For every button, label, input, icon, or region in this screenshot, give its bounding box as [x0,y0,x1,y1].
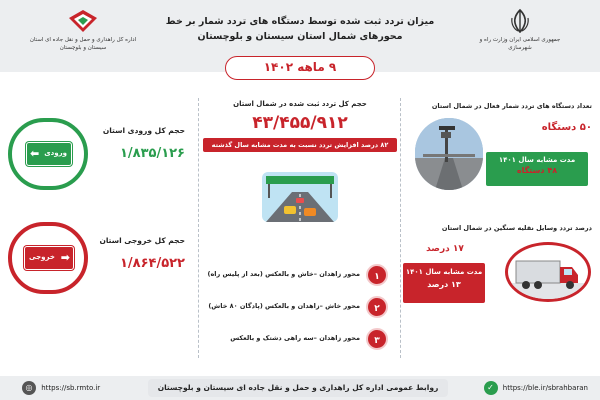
entry-sign-label: ورودی [44,149,67,157]
entry-sign-circle [8,118,88,190]
entry-road-sign [26,142,72,166]
rmto-org-name: اداره کل راهداری و حمل و نقل جاده ای استان سیستان و بلوچستان [29,37,137,51]
traffic-counter-photo-icon [415,118,483,190]
bale-messenger-icon: ✓ [484,381,498,395]
growth-banner: ۸۲ درصد افزایش تردد نسبت به مدت مشابه سال گذشته [203,138,397,152]
active-devices-value: ۵۰ دستگاه [541,122,592,133]
entry-total-value: ۱/۸۳۵/۱۲۶ [119,146,185,161]
total-traffic-value: ۴۳/۴۵۵/۹۱۲ [252,113,348,133]
exit-road-sign [24,246,74,270]
website-link[interactable] [22,381,142,395]
website-link-text[interactable]: https://sb.rmto.ir [41,384,101,392]
devices-previous-label: مدت مشابه سال ۱۴۰۱ [498,156,576,164]
axis-number-badge: ۱ [366,264,388,286]
ministry-name: جمهوری اسلامی ایران وزارت راه و شهرسازی [479,37,561,51]
rmto-logo-icon [66,8,100,34]
exit-total-label: حجم کل خروجی استان [99,236,185,245]
exit-total-value: ۱/۸۶۴/۵۲۲ [119,256,185,271]
axis-number-badge: ۲ [366,296,388,318]
axis-item-2 [208,296,388,318]
arrow-right-icon: ➡ [60,251,70,264]
ministry-logo-block [470,8,570,52]
exit-sign-label: خروجی [29,253,55,261]
axis-name: محور خاش –زاهدان و بالعکس (پادگان ۸۰ خاش) [208,302,360,310]
footer-publisher: روابط عمومی اداره کل راهداری و حمل و نقل جاده ای سیستان و بلوچستان [148,379,448,397]
axis-item-3 [212,328,388,350]
active-devices-label: تعداد دستگاه های تردد شمار فعال در شمال استان [431,102,592,110]
axis-item-1 [207,264,388,286]
highway-illustration-icon [262,172,338,222]
axis-number-badge: ۳ [366,328,388,350]
axis-name: محور زاهدان –خاش و بالعکس (بعد از پلیس راه) [207,270,360,278]
arrow-left-icon: ⬅ [30,147,40,160]
bale-channel-link[interactable] [458,381,588,395]
iran-emblem-icon [508,8,532,34]
heavy-vehicles-value: ۱۷ درصد [426,244,464,254]
heavy-previous-year-box [403,263,485,303]
entry-total-label: حجم کل ورودی استان [102,126,185,135]
truck-icon-circle [505,242,591,302]
devices-previous-value: ۴۸ دستگاه [516,166,558,175]
divider-left [198,98,199,358]
date-banner: ۹ ماهه ۱۴۰۲ [225,56,375,80]
page-title: میزان تردد ثبت شده توسط دستگاه های تردد شمار بر خط محورهای شمال استان سیستان و بلوچستان [165,16,435,42]
rmto-logo-block [28,8,138,52]
axis-name: محور زاهدان –سه راهی دشتک و بالعکس [230,334,360,342]
globe-icon: ◎ [22,381,36,395]
truck-icon [508,245,588,299]
heavy-previous-value: ۱۳ درصد [427,280,461,289]
heavy-previous-label: مدت مشابه سال ۱۴۰۱ [405,268,483,276]
devices-previous-year-box [486,152,588,186]
total-traffic-label: حجم کل تردد ثبت شده در شمال استان [233,100,367,108]
heavy-vehicles-label: درصد تردد وسایل نقلیه سنگین در شمال استان [441,224,592,232]
exit-sign-circle [8,222,88,294]
bale-channel-text[interactable]: https://ble.ir/sbrahbaran [502,384,588,392]
